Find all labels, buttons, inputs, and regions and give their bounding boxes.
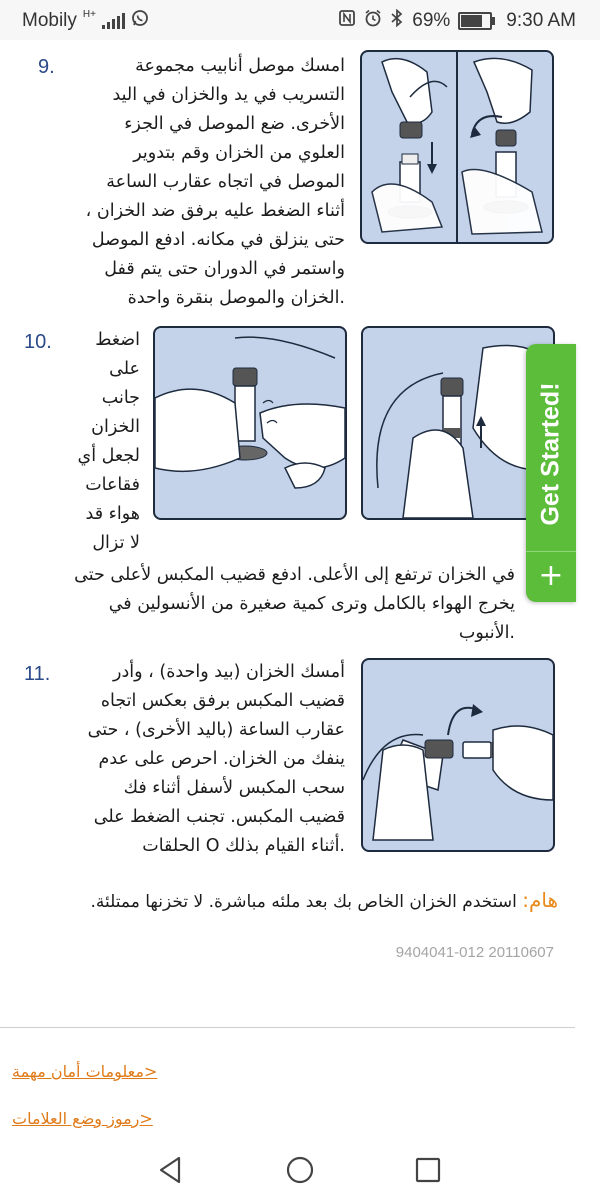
step-10-text-wide [20,561,515,648]
step-11-line: .أثناء القيام بذلك O الحلقات [142,836,345,856]
step-9-line: الأخرى. ضع الموصل في الجزء [124,114,345,134]
alarm-icon [364,9,382,33]
unscrew-plunger-illustration [363,660,553,850]
step-10-text-narrow [60,326,140,558]
step-10-line: يخرج الهواء بالكامل وترى كمية صغيرة من الأنسولين في [108,594,515,614]
important-text: استخدم الخزان الخاص بك بعد ملئه مباشرة. لا تخزنها ممتلئة. [90,892,517,912]
navigation-bar [0,1140,600,1200]
recents-button[interactable] [410,1152,446,1188]
connector-twist-illustration [362,52,552,242]
step-11-line: قضيب المكبس. تجنب الضغط على [93,807,345,827]
safety-info-link[interactable]: <معلومات أمان مهمة [12,1062,158,1081]
status-bar [0,0,600,40]
home-button[interactable] [282,1152,318,1188]
step-10-line: لا تزال [92,533,140,553]
whatsapp-icon [131,9,149,33]
network-type: H+ [82,9,96,20]
labeling-symbols-link[interactable]: <رموز وضع العلامات [12,1109,153,1128]
step-11-illustration [361,658,555,852]
step-10-line: اضغط [95,330,140,350]
divider [0,1027,575,1028]
back-icon [153,1152,189,1188]
recents-icon [410,1152,446,1188]
step-9-line: امسك موصل أنابيب مجموعة [135,56,345,76]
step-10-line: .الأنبوب [458,623,515,643]
document-number: 9404041-012 20110607 [395,944,554,961]
step-10-illustration-left [153,326,347,520]
get-started-tab[interactable] [526,344,576,602]
step-11-line: أمسك الخزان (بيد واحدة) ، وأدر [113,662,345,682]
step-9-line: أثناء الضغط عليه برفق ضد الخزان ، [85,201,345,221]
step-10-number: 10. [24,331,52,353]
important-label: هام: [522,888,558,912]
step-10-line: لجعل أي [77,446,140,466]
step-10-line: فقاعات [85,475,140,495]
carrier-name: Mobily [22,10,77,31]
status-left [22,9,149,33]
signal-icon [102,13,125,29]
step-10-line: في الخزان ترتفع إلى الأعلى. ادفع قضيب المكبس لأعلى حتى [74,565,515,585]
clock: 9:30 AM [506,10,576,31]
plus-icon: + [526,551,576,602]
step-10-line: هواء قد [85,504,140,524]
important-note [18,888,558,912]
step-9-line: واستمر في الدوران حتى يتم قفل [104,259,345,279]
step-11-line: قضيب المكبس برفق بعكس اتجاه [100,691,345,711]
step-9-text [60,52,345,313]
step-11-line: سحب المكبس لأسفل أثناء فك [123,778,345,798]
tap-reservoir-illustration [155,328,345,518]
step-11-number: 11. [24,663,51,685]
battery-icon [458,12,492,30]
nfc-icon [338,9,356,33]
get-started-label: Get Started! [536,382,565,526]
push-plunger-illustration [363,328,553,518]
step-9-line: العلوي من الخزان وقم بتدوير [133,143,345,163]
step-9-line: حتى ينزلق في مكانه. ادفع الموصل [91,230,345,250]
step-9-line: التسريب في يد والخزان في اليد [112,85,345,105]
status-right [338,9,576,33]
step-10-line: الخزان [91,417,140,437]
step-11-text [60,658,345,861]
battery-percent: 69% [412,10,451,31]
back-button[interactable] [153,1152,189,1188]
step-11-line: عقارب الساعة (باليد الأخرى) ، حتى [87,720,345,740]
step-9-line: .الخزان والموصل بنقرة واحدة [127,288,345,308]
home-icon [282,1152,318,1188]
step-10-line: جانب [101,388,140,408]
step-9-line: الموصل في اتجاه عقارب الساعة [106,172,345,192]
step-9-illustration [360,50,554,244]
bluetooth-icon [390,9,404,33]
step-11-line: ينفك من الخزان. احرص على عدم [98,749,345,769]
step-10-line: على [109,359,140,379]
step-9-number: 9. [38,56,55,78]
